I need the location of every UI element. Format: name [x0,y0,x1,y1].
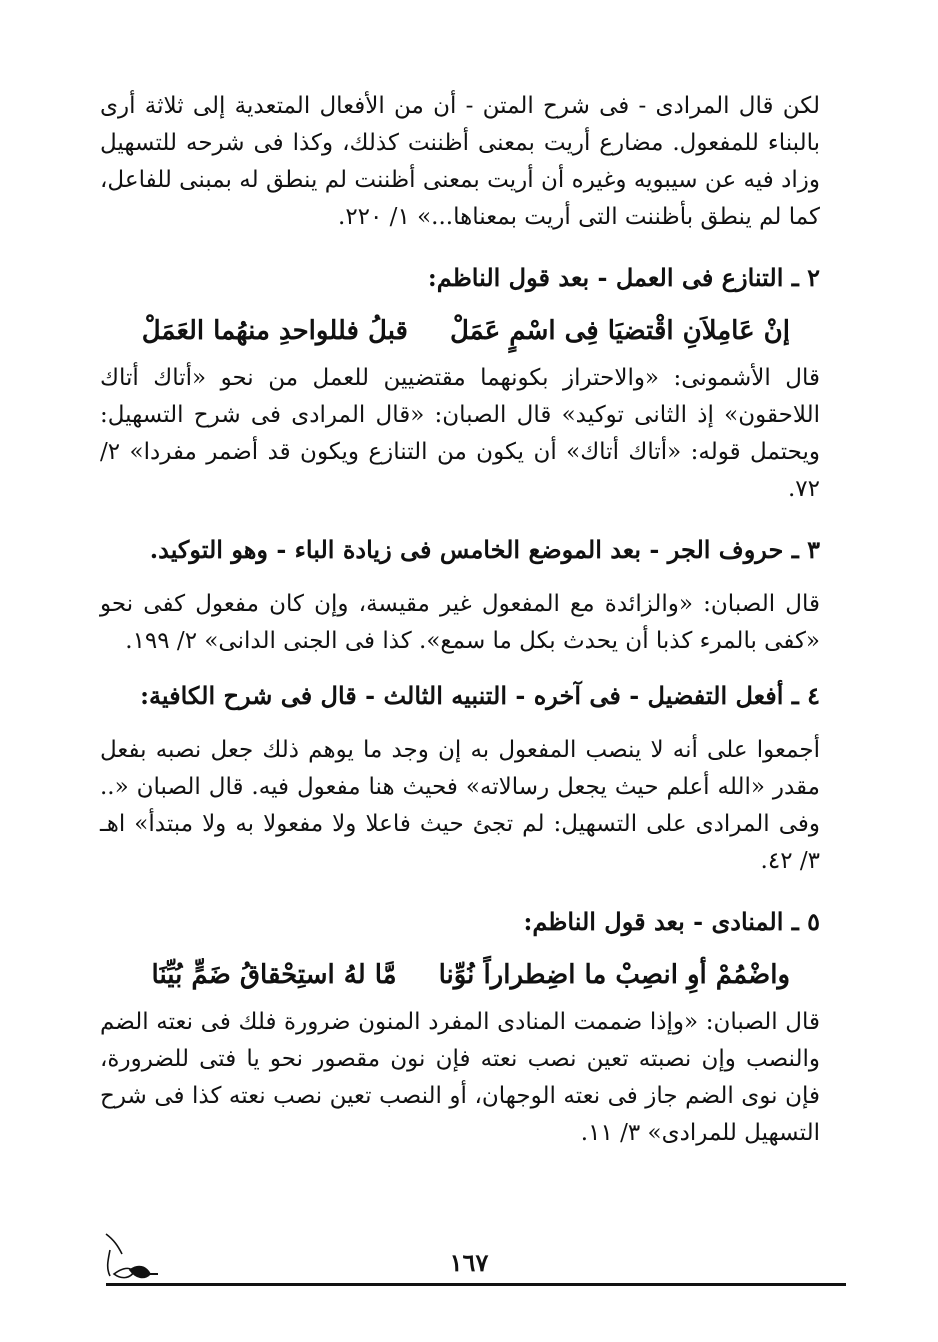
publisher-logo-icon [100,1230,160,1288]
heading-4: ٤ ـ أفعل التفضيل - فى آخره - التنبيه الثالث - قال فى شرح الكافية: [140,681,820,710]
page-body [100,88,820,1152]
footer-rule [106,1283,846,1286]
page-number: ١٦٧ [449,1248,489,1277]
heading-3: ٣ ـ حروف الجر - بعد الموضع الخامس فى زيادة الباء - وهو التوكيد. [149,535,820,564]
verse-1-first-hemistich: إنْ عَامِلاَنِ اقْتضيَا فِى اسْمٍ عَمَلْ [449,316,790,346]
heading-5: ٥ ـ المنادى - بعد قول الناظم: [523,907,820,936]
heading-2: ٢ ـ التنازع فى العمل - بعد قول الناظم: [427,263,820,292]
paragraph-2: قال الأشمونى: «والاحتراز بكونهما مقتضيين للعمل من نحو «أتاك أتاك اللاحقون» إذ الثانى توكيد» قال الصبان: «قال المرادى فى شرح التسهيل: ويحتمل قوله: «أتاك أتاك» أن يكون من التنازع ويكون قد أضمر مفردا» ٢/ ٧٢. [100,365,820,502]
verse-1-second-hemistich: قبلُ فللواحدِ منهُما العَمَلْ [141,316,408,346]
verse-2-first-hemistich: واضْمُمْ أوِ انصِبْ ما اضِطراراً نُوِّنا [438,960,790,990]
verse-2-second-hemistich: مَّا لهُ استِحْقاقُ ضَمٍّ بُيِّنَا [151,960,397,990]
verse-1 [100,306,820,356]
verse-2 [100,950,820,1000]
paragraph-3: قال الصبان: «والزائدة مع المفعول غير مقيسة، وإن كان مفعول كفى نحو «كفى بالمرء كذبا أن يحدث بكل ما سمع». كذا فى الجنى الدانى» ٢/ ١٩٩. [100,591,820,654]
paragraph-1: لكن قال المرادى - فى شرح المتن - أن من الأفعال المتعدية إلى ثلاثة أرى بالبناء للمفعول. مضارع أريت بمعنى أظننت كذلك، وكذا فى شرحه للتسهيل وزاد فيه عن سيبويه وغيره أن أريت بمعنى أظننت لم ينطق له بمبنى للفاعل، كما لم ينطق بأظننت التى أريت بمعناها...» ١/ ٢٢٠. [100,93,820,230]
paragraph-5: قال الصبان: «وإذا ضممت المنادى المفرد المنون ضرورة فلك فى نعته الضم والنصب وإن نصبته تعين نصب نعته فإن نون مقصور نحو يا فتى للضرورة، فإن نوى الضم جاز فى نعته الوجهان، أو النصب تعين نصب نعته كذا فى شرح التسهيل للمرادى» ٣/ ١١. [100,1009,820,1146]
paragraph-4: أجمعوا على أنه لا ينصب المفعول به إن وجد ما يوهم ذلك جعل نصبه بفعل مقدر «الله أعلم حيث يجعل رسالاته» فحيث هنا مفعول فيه. قال الصبان «.. وفى المرادى على التسهيل: لم تجئ حيث فاعلا ولا مفعولا به ولا مبتدأ» اهـ ٣/ ٤٢. [100,737,820,874]
